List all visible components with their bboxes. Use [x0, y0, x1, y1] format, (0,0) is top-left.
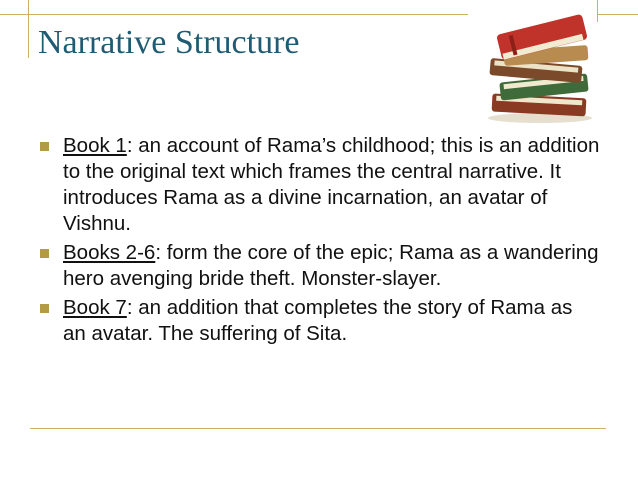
top-rule-left	[0, 14, 468, 15]
slide-title: Narrative Structure	[38, 24, 300, 61]
book-7-link[interactable]: Book 7	[63, 296, 127, 319]
bullet-marker	[40, 142, 49, 151]
list-item	[40, 133, 600, 237]
books-2-6-link[interactable]: Books 2-6	[63, 241, 156, 264]
left-rule	[28, 0, 29, 58]
list-item	[40, 240, 600, 292]
list-item	[40, 295, 600, 347]
books-icon	[470, 14, 610, 126]
bullet-marker	[40, 249, 49, 258]
bullet-marker	[40, 304, 49, 313]
bullet-text: : an addition that completes the story of Rama as an avatar. The suffering of Sita.	[63, 296, 573, 345]
bottom-rule	[30, 428, 606, 429]
book-1-link[interactable]: Book 1	[63, 134, 127, 157]
bullet-text: : an account of Rama’s childhood; this is an addition to the original text which frames the central narrative. It introduces Rama as a divine incarnation, an avatar of Vishnu.	[63, 134, 600, 235]
bullet-list	[40, 133, 600, 350]
bullet-text: : form the core of the epic; Rama as a wandering hero avenging bride theft. Monster-slayer.	[63, 241, 599, 290]
